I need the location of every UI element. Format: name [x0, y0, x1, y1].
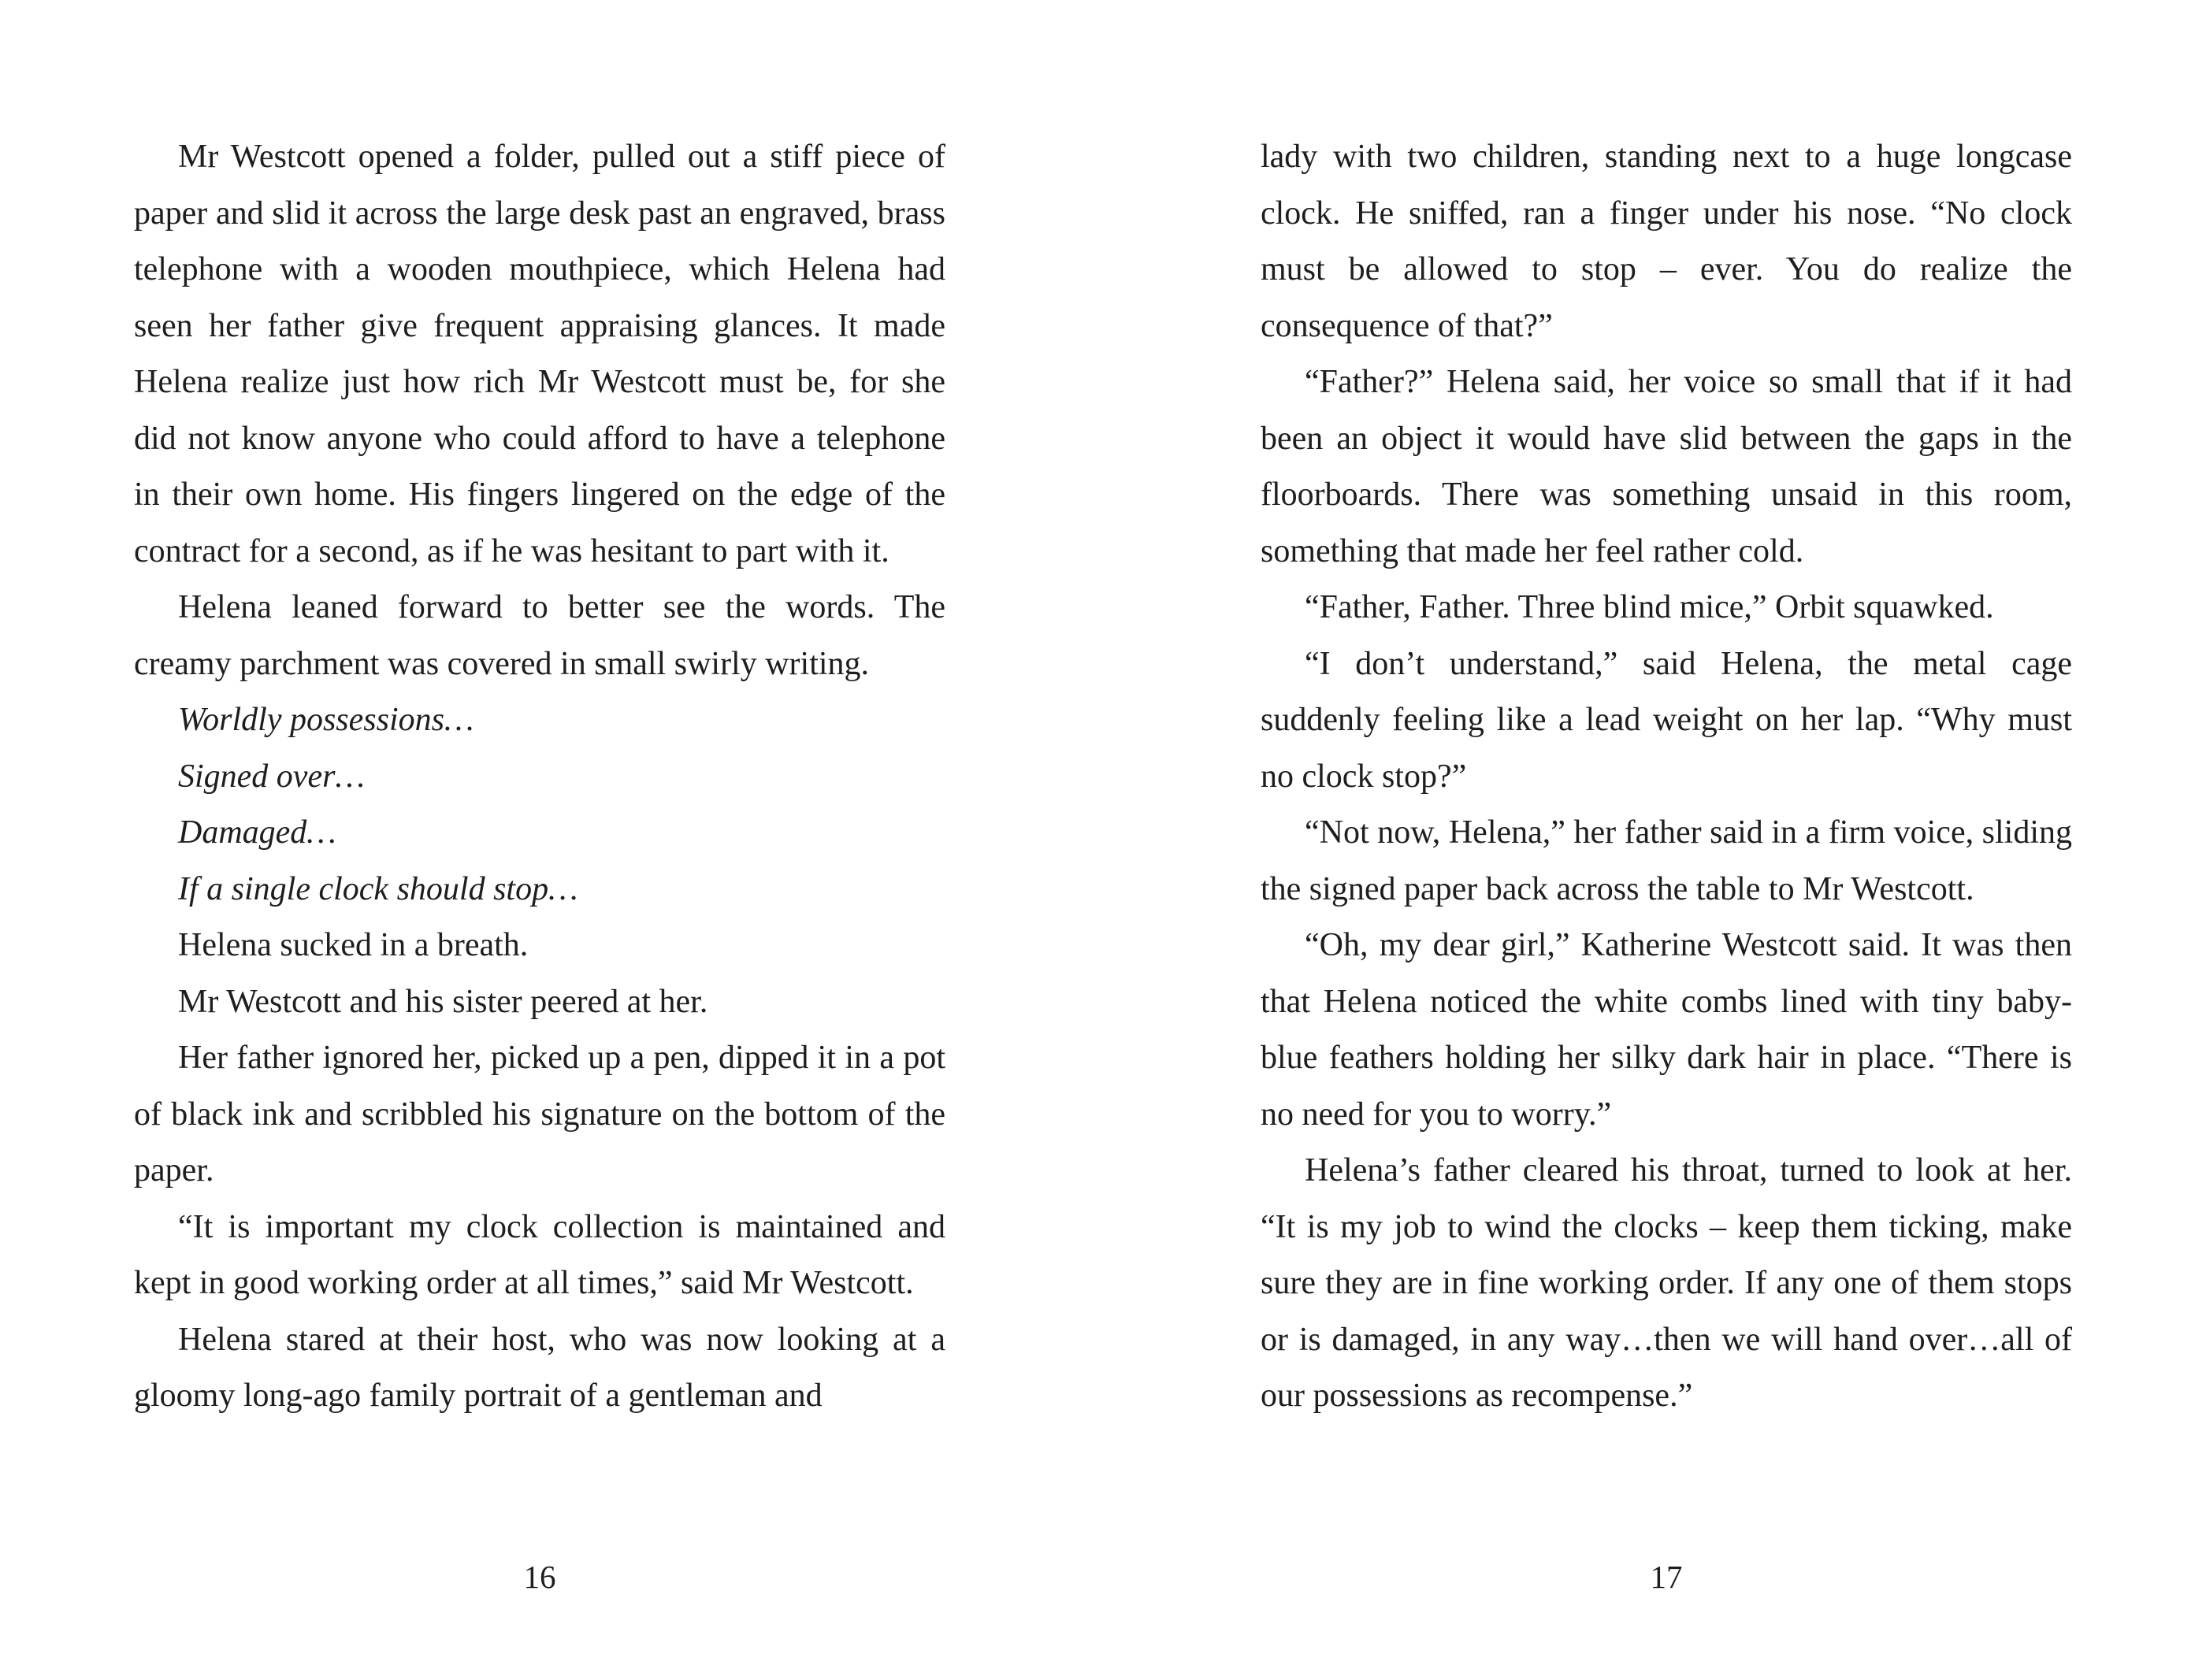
paragraph: lady with two children, standing next to a huge longcase clock. He sniffed, ran a finger under his nose. “No clock must be allowed to stop – ever. You do realize the consequence of that?” — [1261, 139, 2072, 344]
paragraph: Signed over… — [178, 758, 365, 795]
paragraph: “It is important my clock collection is maintained and kept in good working order at all times,” said Mr Westcott. — [134, 1208, 945, 1301]
paragraph: Mr Westcott and his sister peered at her. — [178, 983, 708, 1020]
paragraph: Helena sucked in a breath. — [178, 927, 529, 963]
paragraph: Helena stared at their host, who was now looking at a gloomy long-ago family portrait of a gentleman and — [134, 1321, 945, 1414]
paragraph: Helena’s father cleared his throat, turned to look at her. “It is my job to wind the clocks – keep them ticking, make sure they are in fine working order. If any one of them stops or is damaged, in any way…then we will hand over…all of our possessions as recompense.” — [1261, 1152, 2072, 1414]
paragraph: Worldly possessions… — [178, 702, 474, 738]
right-page-number: 17 — [1650, 1559, 1683, 1595]
paragraph: “I don’t understand,” said Helena, the metal cage suddenly feeling like a lead weight on her lap. “Why must no clock stop?” — [1261, 645, 2072, 795]
paragraph: Damaged… — [178, 814, 336, 851]
paragraph: “Father, Father. Three blind mice,” Orbit squawked. — [1305, 589, 1994, 625]
left-page-text — [134, 129, 945, 1425]
paragraph: “Oh, my dear girl,” Katherine Westcott said. It was then that Helena noticed the white combs lined with tiny baby-blue feathers holding her silky dark hair in place. “There is no need for you to worry.” — [1261, 927, 2072, 1133]
paragraph: Mr Westcott opened a folder, pulled out a stiff piece of paper and slid it across the large desk past an engraved, brass telephone with a wooden mouthpiece, which Helena had seen her father give frequent appraising glances. It made Helena realize just how rich Mr Westcott must be, for she did not know anyone who could afford to have a telephone in their own home. His fingers lingered on the edge of the contract for a second, as if he was hesitant to part with it. — [134, 139, 945, 569]
paragraph: “Father?” Helena said, her voice so small that if it had been an object it would have slid between the gaps in the floorboards. There was something unsaid in this room, something that made her feel rather cold. — [1261, 364, 2072, 569]
paragraph: Her father ignored her, picked up a pen, dipped it in a pot of black ink and scribbled his signature on the bottom of the paper. — [134, 1040, 945, 1189]
right-page — [1103, 0, 2206, 1680]
paragraph: If a single clock should stop… — [178, 870, 578, 907]
right-page-text — [1261, 129, 2072, 1425]
left-page-number: 16 — [523, 1559, 556, 1595]
paragraph: Helena leaned forward to better see the words. The creamy parchment was covered in small swirly writing. — [134, 589, 945, 682]
paragraph: “Not now, Helena,” her father said in a firm voice, sliding the signed paper back across the table to Mr Westcott. — [1261, 814, 2072, 907]
